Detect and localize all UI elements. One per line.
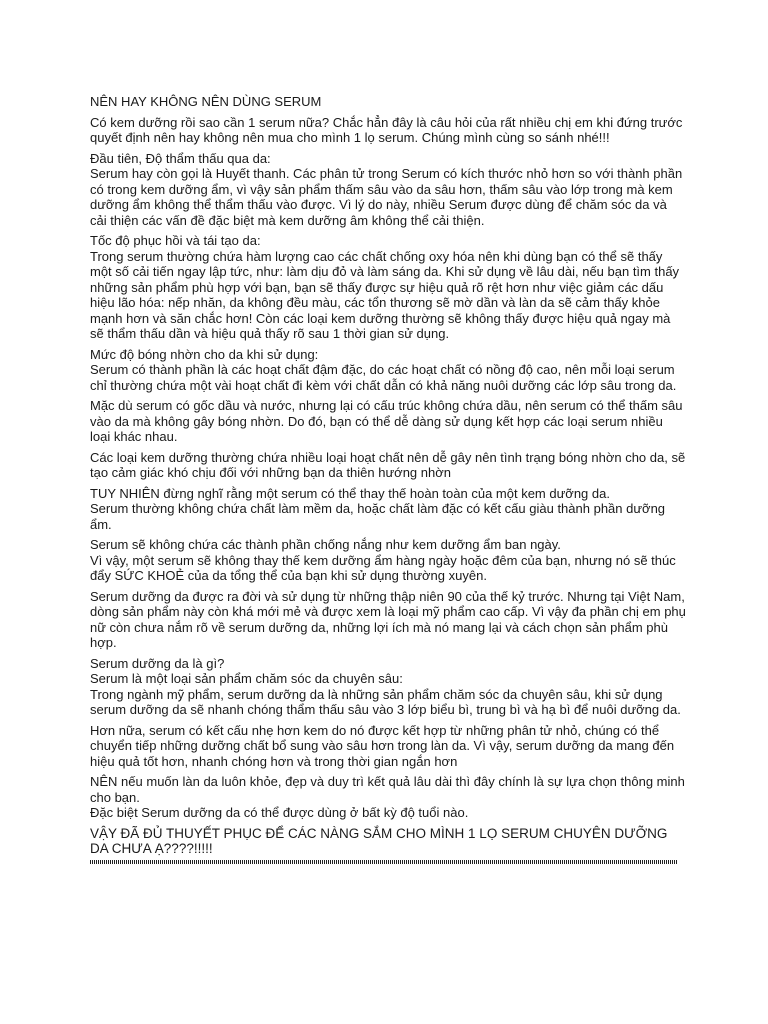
- paragraph: Có kem dưỡng rồi sao cần 1 serum nữa? Chắc hẳn đây là câu hỏi của rất nhiều chị em khi đứng trước quyết định nên hay không nên mua cho mình 1 lọ serum. Chúng mình cùng so sánh nhé!!!: [90, 114, 683, 145]
- dotted-rule: [90, 860, 678, 864]
- paragraph: Mức độ bóng nhờn cho da khi sử dụng: Serum có thành phần là các hoạt chất đậm đặc, do các hoạt chất có nồng độ cao, nên mỗi loại serum chỉ thường chứa một vài hoạt chất đi kèm với chất dẫn có khả năng nuôi dưỡng các lớp sâu trong da.: [90, 346, 677, 393]
- paragraph-list: [90, 115, 686, 821]
- paragraph: Đầu tiên, Độ thẩm thấu qua da: Serum hay còn gọi là Huyết thanh. Các phân tử trong Serum có kích thước nhỏ hơn so với thành phần có trong kem dưỡng ẩm, vì vậy sản phẩm thấm sâu vào da sâu hơn, thấm sâu vào lớp trong mà kem dưỡng ẩm không thể thẩm thấu vào được. Vì lý do này, nhiều Serum được dùng để chăm sóc da và cải thiện các vấn đề đặc biệt mà kem dưỡng âm không thể cải thiện.: [90, 150, 683, 228]
- paragraph: Tốc độ phục hồi và tái tạo da: Trong serum thường chứa hàm lượng cao các chất chống oxy hóa nên khi dùng bạn có thể sẽ thấy một số cải tiến ngay lập tức, như: làm dịu đỏ và làm sáng da. Khi sử dụng về lâu dài, nếu bạn tìm thấy những sản phẩm phù hợp với bạn, bạn sẽ thấy được sự hiệu quả rõ rệt hơn như việc giảm các dấu hiệu lão hóa: nếp nhăn, da không đều màu, các tổn thương sẽ mờ dần và làn da sẽ cảm thấy khỏe mạnh hơn và săn chắc hơn! Còn các loại kem dưỡng thường sẽ không thấy được hiệu quả ngay mà sẽ thẩm thấu dần và hiệu quả thấy rõ sau 1 thời gian sử dụng.: [90, 233, 680, 341]
- paragraph: Serum dưỡng da được ra đời và sử dụng từ những thập niên 90 của thế kỷ trước. Nhưng tại Việt Nam, dòng sản phẩm này còn khá mới mẻ và được xem là loại mỹ phẩm cao cấp. Vì vậy đa phần chị em phụ nữ còn chưa nắm rõ về serum dưỡng da, những lợi ích mà nó mang lại và cách chọn sản phẩm phù hợp.: [90, 588, 686, 650]
- paragraph: TUY NHIÊN đừng nghĩ rằng một serum có thể thay thế hoàn toàn của một kem dưỡng da. Serum thường không chứa chất làm mềm da, hoặc chất làm đặc có kết cấu giàu thành phần dưỡng ẩm.: [90, 485, 666, 532]
- document-title: NÊN HAY KHÔNG NÊN DÙNG SERUM: [90, 94, 322, 109]
- closing-question: VẬY ĐÃ ĐỦ THUYẾT PHỤC ĐỂ CÁC NÀNG SẮM CHO MÌNH 1 LỌ SERUM CHUYÊN DƯỠNG DA CHƯA Ạ????!!!!!: [90, 825, 668, 856]
- paragraph: Serum sẽ không chứa các thành phần chống nắng như kem dưỡng ẩm ban ngày. Vì vậy, một serum sẽ không thay thế kem dưỡng ẩm hàng ngày hoặc đêm của bạn, nhưng nó sẽ thúc đẩy SỨC KHOẺ của da tổng thể của bạn khi sử dụng thường xuyên.: [90, 537, 676, 583]
- paragraph: Các loại kem dưỡng thường chứa nhiều loại hoạt chất nên dễ gây nên tình trạng bóng nhờn cho da, sẽ tạo cảm giác khó chịu đối với những bạn da thiên hướng nhờn: [90, 449, 686, 480]
- paragraph: Mặc dù serum có gốc dầu và nước, nhưng lại có cấu trúc không chứa dầu, nên serum có thể thấm sâu vào da mà không gây bóng nhờn. Do đó, bạn có thể dễ dàng sử dụng kết hợp các loại serum nhiều loại khác nhau.: [90, 398, 683, 444]
- paragraph: Hơn nữa, serum có kết cấu nhẹ hơn kem do nó được kết hợp từ những phân tử nhỏ, chúng có thể chuyển tiếp những dưỡng chất bổ sung vào sâu hơn trong làn da. Vì vậy, serum dưỡng da mang đến hiệu quả tốt hơn, nhanh chóng hơn và trong thời gian ngắn hơn: [90, 722, 675, 769]
- paragraph: NÊN nếu muốn làn da luôn khỏe, đẹp và duy trì kết quả lâu dài thì đây chính là sự lựa chọn thông minh cho bạn. Đặc biệt Serum dưỡng da có thể được dùng ở bất kỳ độ tuổi nào.: [90, 774, 685, 820]
- paragraph: Serum dưỡng da là gì? Serum là một loại sản phẩm chăm sóc da chuyên sâu: Trong ngành mỹ phẩm, serum dưỡng da là những sản phẩm chăm sóc da chuyên sâu, khi sử dụng serum dưỡng da sẽ nhanh chóng thẩm thấu sâu vào 3 lớp biểu bì, trung bì và hạ bì để nuôi dưỡng da.: [90, 655, 681, 717]
- document-body: [90, 94, 686, 864]
